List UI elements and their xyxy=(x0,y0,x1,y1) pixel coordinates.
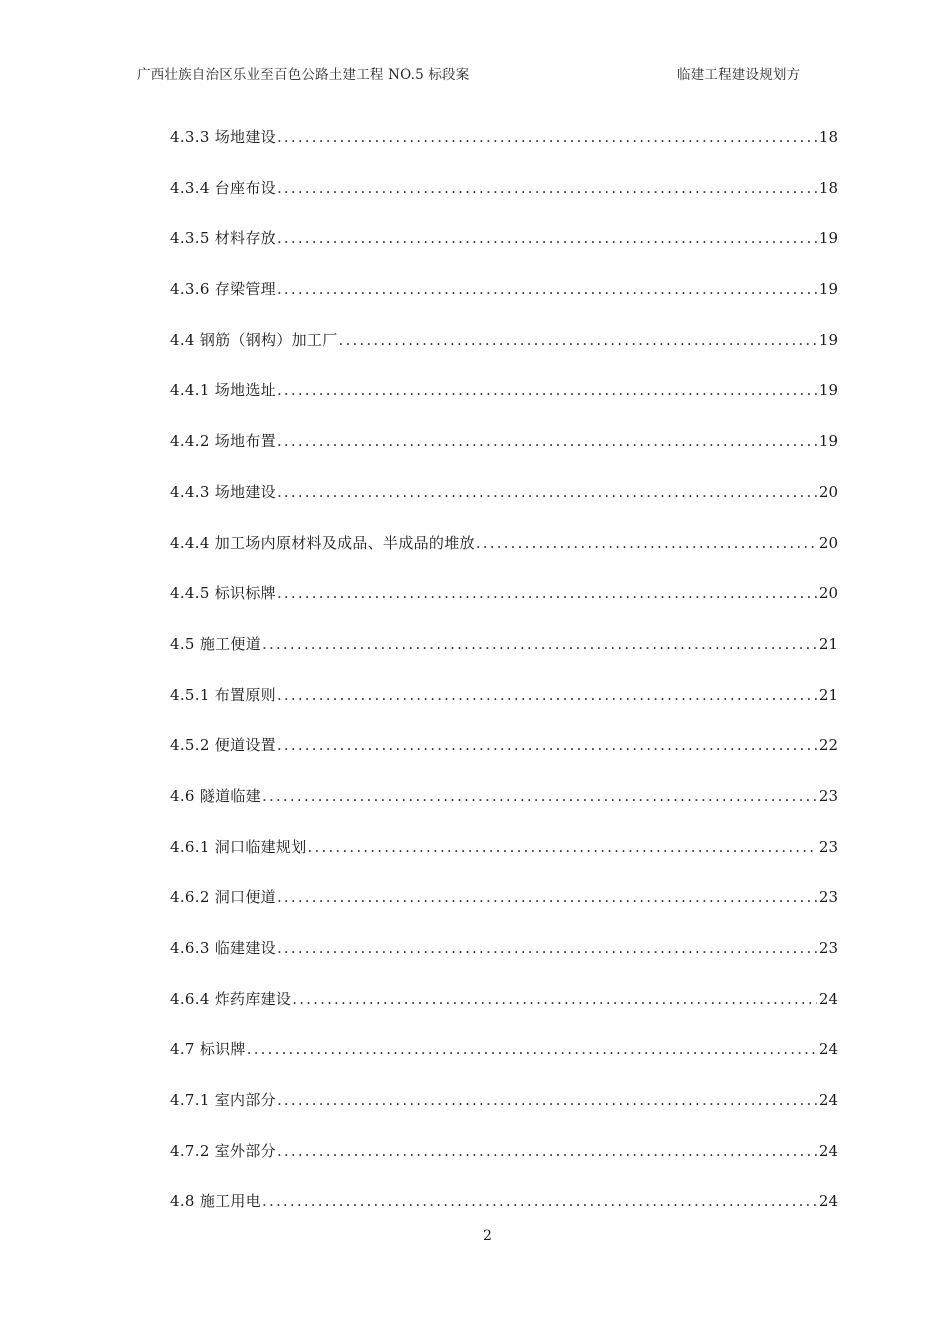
toc-entry-title: 4.6.4 炸药库建设 xyxy=(170,989,292,1008)
toc-entry-title: 4.6.2 洞口便道 xyxy=(170,888,276,907)
toc-entry-title: 4.4 钢筋（钢构）加工厂 xyxy=(170,330,338,349)
toc-entry[interactable] xyxy=(170,223,838,274)
toc-entry-page: 20 xyxy=(818,584,838,603)
toc-entry[interactable] xyxy=(170,528,838,579)
toc-entry-page: 24 xyxy=(818,1192,838,1211)
toc-entry[interactable] xyxy=(170,1085,838,1136)
toc-entry[interactable] xyxy=(170,274,838,325)
toc-dot-leader xyxy=(277,1085,817,1115)
toc-entry[interactable] xyxy=(170,375,838,426)
toc-dot-leader xyxy=(277,426,817,456)
toc-dot-leader xyxy=(262,781,817,811)
toc-entry-page: 20 xyxy=(818,482,838,501)
toc-dot-leader xyxy=(476,528,817,558)
toc-entry[interactable] xyxy=(170,173,838,224)
toc-entry-title: 4.5.1 布置原则 xyxy=(170,685,276,704)
toc-entry[interactable] xyxy=(170,832,838,883)
toc-entry-page: 21 xyxy=(818,685,838,704)
toc-entry-page: 19 xyxy=(818,229,838,248)
toc-entry-page: 20 xyxy=(818,533,838,552)
toc-entry-page: 23 xyxy=(818,888,838,907)
toc-entry[interactable] xyxy=(170,984,838,1035)
toc-dot-leader xyxy=(247,1034,817,1064)
toc-entry[interactable] xyxy=(170,730,838,781)
toc-entry-page: 21 xyxy=(818,634,838,653)
toc-dot-leader xyxy=(277,882,817,912)
toc-dot-leader xyxy=(277,1136,817,1166)
toc-entry[interactable] xyxy=(170,1136,838,1187)
toc-entry-title: 4.3.3 场地建设 xyxy=(170,128,276,146)
toc-entry-title: 4.3.5 材料存放 xyxy=(170,229,276,248)
toc-entry-title: 4.4.4 加工场内原材料及成品、半成品的堆放 xyxy=(170,533,475,552)
toc-dot-leader xyxy=(277,680,817,710)
header-document-title: 临建工程建设规划方 xyxy=(677,67,801,83)
toc-entry-title: 4.3.4 台座布设 xyxy=(170,178,276,197)
toc-entry[interactable] xyxy=(170,680,838,731)
toc-entry-page: 24 xyxy=(818,1040,838,1059)
toc-entry-page: 22 xyxy=(818,736,838,755)
toc-entry[interactable] xyxy=(170,426,838,477)
toc-entry[interactable] xyxy=(170,629,838,680)
toc-entry-title: 4.4.5 标识标牌 xyxy=(170,584,276,603)
toc-dot-leader xyxy=(277,375,817,405)
toc-entry[interactable] xyxy=(170,578,838,629)
toc-entry-page: 24 xyxy=(818,989,838,1008)
toc-entry-title: 4.6.1 洞口临建规划 xyxy=(170,837,307,856)
toc-dot-leader xyxy=(339,325,817,355)
toc-dot-leader xyxy=(308,832,817,862)
toc-entry-title: 4.7.2 室外部分 xyxy=(170,1141,276,1160)
toc-dot-leader xyxy=(277,173,817,203)
toc-entry-page: 18 xyxy=(818,178,838,197)
toc-dot-leader xyxy=(277,274,817,304)
toc-dot-leader xyxy=(277,122,817,152)
toc-dot-leader xyxy=(277,730,817,760)
toc-entry-page: 24 xyxy=(818,1141,838,1160)
toc-entry-title: 4.7 标识牌 xyxy=(170,1040,246,1059)
toc-entry-title: 4.5.2 便道设置 xyxy=(170,736,276,755)
header-project-title: 广西壮族自治区乐业至百色公路土建工程 NO.5 标段案 xyxy=(137,67,470,83)
toc-entry-title: 4.7.1 室内部分 xyxy=(170,1091,276,1110)
toc-entry-title: 4.4.3 场地建设 xyxy=(170,482,276,501)
toc-dot-leader xyxy=(277,578,817,608)
toc-entry[interactable] xyxy=(170,325,838,376)
toc-entry-title: 4.6 隧道临建 xyxy=(170,786,262,805)
toc-dot-leader xyxy=(262,629,817,659)
toc-dot-leader xyxy=(262,1186,817,1216)
toc-entry[interactable] xyxy=(170,933,838,984)
toc-entry[interactable] xyxy=(170,781,838,832)
toc-entry-page: 23 xyxy=(818,837,838,856)
toc-entry[interactable] xyxy=(170,477,838,528)
toc-entry-page: 18 xyxy=(818,128,838,146)
toc-entry[interactable] xyxy=(170,882,838,933)
toc-dot-leader xyxy=(277,223,817,253)
toc-entry-title: 4.8 施工用电 xyxy=(170,1192,262,1211)
toc-entry-title: 4.5 施工便道 xyxy=(170,634,262,653)
toc-entry-page: 19 xyxy=(818,280,838,299)
toc-entry-title: 4.6.3 临建建设 xyxy=(170,939,276,957)
toc-entry[interactable] xyxy=(170,122,838,173)
toc-entry-title: 4.4.1 场地选址 xyxy=(170,381,276,400)
page-number: 2 xyxy=(483,1228,492,1244)
toc-entry-page: 23 xyxy=(818,786,838,805)
toc-dot-leader xyxy=(292,984,817,1014)
toc-entry-page: 19 xyxy=(818,432,838,451)
toc-entry-page: 23 xyxy=(818,939,838,957)
toc-entry-title: 4.3.6 存梁管理 xyxy=(170,280,276,299)
toc-entry-page: 24 xyxy=(818,1091,838,1110)
table-of-contents xyxy=(170,122,838,1237)
toc-entry-page: 19 xyxy=(818,381,838,400)
toc-dot-leader xyxy=(277,477,817,507)
toc-dot-leader xyxy=(277,933,817,963)
toc-entry[interactable] xyxy=(170,1034,838,1085)
toc-entry-title: 4.4.2 场地布置 xyxy=(170,432,276,451)
toc-entry-page: 19 xyxy=(818,330,838,349)
